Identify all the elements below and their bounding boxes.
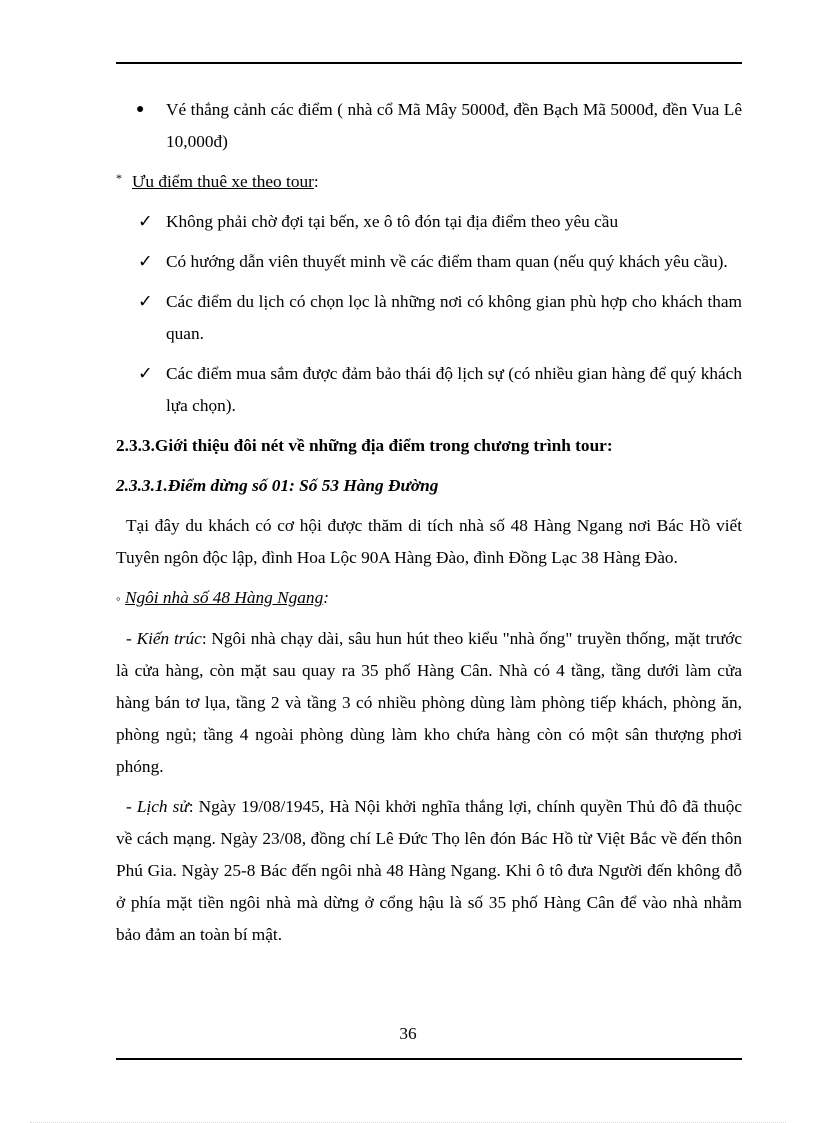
subsection-heading: 2.3.3.1.Điểm dừng số 01: Số 53 Hàng Đường	[116, 476, 439, 495]
architecture-dash: -	[126, 629, 132, 648]
footer-rule	[116, 1058, 742, 1060]
advantages-colon: :	[313, 172, 319, 191]
architecture-paragraph	[116, 623, 742, 783]
check-icon: ✓	[138, 212, 153, 231]
check-item	[116, 246, 742, 278]
advantages-title: Ưu điểm thuê xe theo tour	[132, 172, 314, 191]
house-heading-colon: :	[323, 588, 329, 607]
page-number: 36	[399, 1024, 417, 1043]
check-item-text: Có hướng dẫn viên thuyết minh về các điểm tham quan (nếu quý khách yêu cầu).	[166, 252, 728, 271]
check-item	[116, 286, 742, 350]
house-heading-title: Ngôi nhà số 48 Hàng Ngang	[124, 588, 324, 607]
check-item	[116, 358, 742, 422]
check-icon: ✓	[138, 292, 153, 311]
check-item-text: Các điểm du lịch có chọn lọc là những nơi có không gian phù hợp cho khách tham quan.	[166, 292, 742, 343]
check-item	[116, 206, 742, 238]
bullet-icon: ●	[136, 102, 145, 117]
architecture-label: Kiến trúc	[136, 629, 202, 648]
check-icon: ✓	[138, 252, 153, 271]
history-paragraph	[116, 791, 742, 951]
asterisk-icon: *	[116, 171, 122, 185]
house-heading	[116, 582, 742, 615]
intro-paragraph: Tại đây du khách có cơ hội được thăm di tích nhà số 48 Hàng Ngang nơi Bác Hồ viết Tuyên ngôn độc lập, đình Hoa Lộc 90A Hàng Đào, đình Đồng Lạc 38 Hàng Đào.	[116, 516, 742, 567]
circle-bullet-icon: ◦	[116, 591, 121, 606]
section-heading: 2.3.3.Giới thiệu đôi nét về những địa điểm trong chương trình tour:	[116, 436, 613, 455]
check-item-text: Các điểm mua sắm được đảm bảo thái độ lịch sự (có nhiều gian hàng để quý khách lựa chọn).	[166, 364, 742, 415]
bullet-text: Vé thắng cảnh các điểm ( nhà cổ Mã Mây 5000đ, đền Bạch Mã 5000đ, đền Vua Lê 10,000đ)	[166, 100, 742, 151]
history-text: : Ngày 19/08/1945, Hà Nội khởi nghĩa thắng lợi, chính quyền Thủ đô đã thuộc về cách mạng. Ngày 23/08, đồng chí Lê Đức Thọ lên đón Bác Hồ từ Việt Bắc về đến thôn Phú Gia. Ngày 25-8 Bác đến ngôi nhà 48 Hàng Ngang. Khi ô tô đưa Người đến không đỗ ở phía mặt tiền ngôi nhà mà dừng ở cổng hậu là số 35 phố Hàng Cân để vào nhà nhằm bảo đảm an toàn bí mật.	[116, 797, 743, 944]
history-label: Lịch sử	[136, 797, 189, 816]
architecture-text: : Ngôi nhà chạy dài, sâu hun hút theo kiểu "nhà ống" truyền thống, mặt trước là cửa hàng, còn mặt sau quay ra 35 phố Hàng Cân. Nhà có 4 tầng, tầng dưới làm cửa hàng bán tơ lụa, tầng 2 và tầng 3 có nhiều phòng dùng làm phòng tiếp khách, phòng ăn, phòng ngủ; tầng 4 ngoài phòng dùng làm kho chứa hàng còn có một sân thượng phơi phóng.	[116, 629, 742, 776]
header-rule	[116, 62, 742, 64]
advantages-heading	[116, 166, 742, 198]
page-content	[116, 94, 742, 959]
bullet-item	[116, 94, 742, 158]
check-item-text: Không phải chờ đợi tại bến, xe ô tô đón tại địa điểm theo yêu cầu	[166, 212, 619, 231]
check-icon: ✓	[138, 364, 153, 383]
history-dash: -	[126, 797, 132, 816]
